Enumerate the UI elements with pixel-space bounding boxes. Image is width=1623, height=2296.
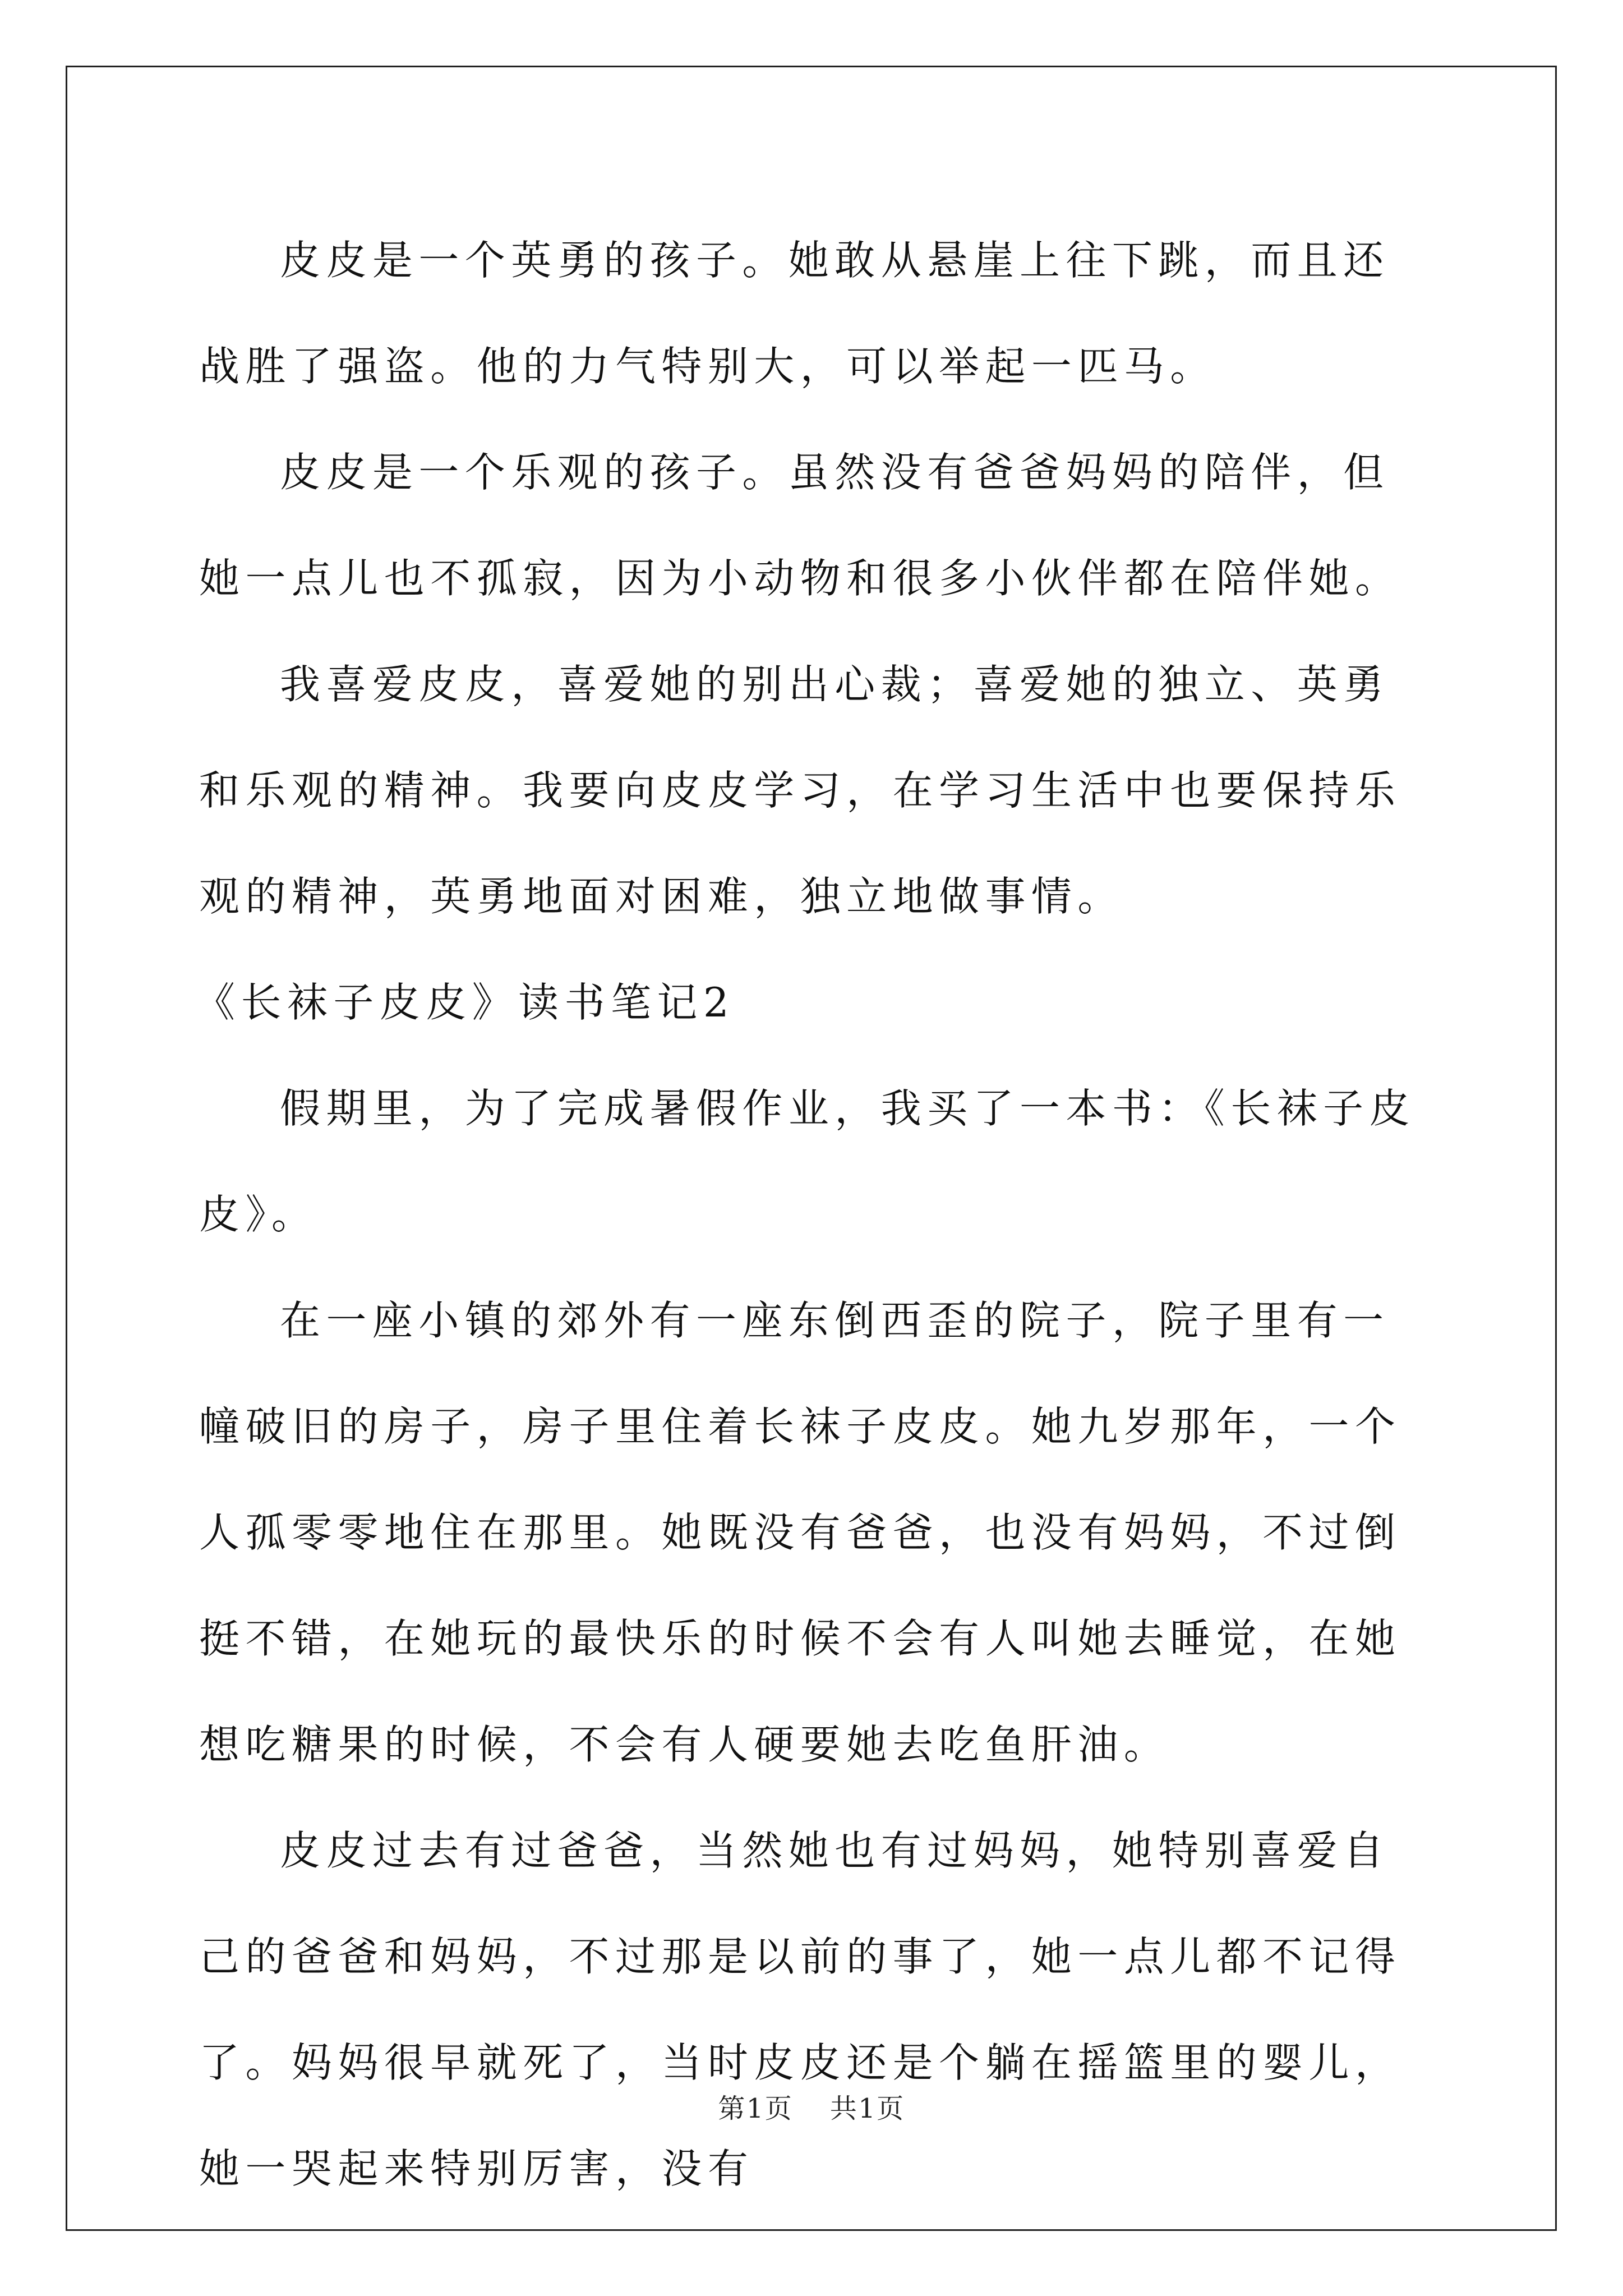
paragraph: 我喜爱皮皮，喜爱她的别出心裁；喜爱她的独立、英勇和乐观的精神。我要向皮皮学习，在学习生活中也要保持乐观的精神，英勇地面对困难，独立地做事情。 <box>199 661 1401 920</box>
page-footer <box>0 2087 1623 2125</box>
paragraph: 皮皮是一个乐观的孩子。虽然没有爸爸妈妈的陪伴，但她一点儿也不孤寂，因为小动物和很多小伙伴都在陪伴她。 <box>199 449 1401 602</box>
page-number: 第1页 <box>718 2093 794 2124</box>
document-body <box>195 208 1433 2222</box>
paragraph: 皮皮是一个英勇的孩子。她敢从悬崖上往下跳，而且还战胜了强盗。他的力气特别大，可以举起一匹马。 <box>199 237 1390 390</box>
paragraph: 在一座小镇的郊外有一座东倒西歪的院子，院子里有一幢破旧的房子，房子里住着长袜子皮皮。她九岁那年，一个人孤零零地住在那里。她既没有爸爸，也没有妈妈，不过倒挺不错，在她玩的最快乐的时候不会有人叫她去睡觉，在她想吃糖果的时候，不会有人硬要她去吃鱼肝油。 <box>199 1297 1401 1768</box>
paragraph: 皮皮过去有过爸爸，当然她也有过妈妈，她特别喜爱自己的爸爸和妈妈，不过那是以前的事了，她一点儿都不记得了。妈妈很早就死了，当时皮皮还是个躺在摇篮里的婴儿，她一哭起来特别厉害，没有 <box>199 1827 1401 2192</box>
page-total: 共1页 <box>829 2093 905 2124</box>
section-heading: 《长袜子皮皮》读书笔记2 <box>195 979 735 1026</box>
paragraph: 假期里，为了完成暑假作业，我买了一本书：《长袜子皮皮》。 <box>199 1085 1416 1238</box>
